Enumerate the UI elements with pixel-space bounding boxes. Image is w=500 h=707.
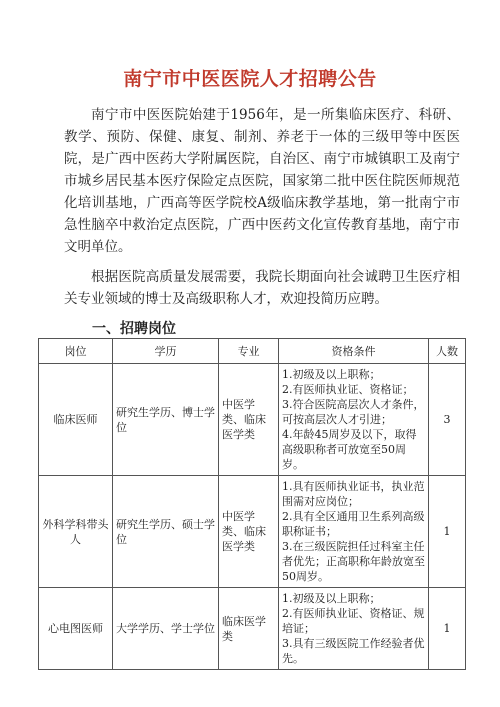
education-cell: 大学学历、学士学位 [113,588,219,670]
requirement-item: 2.有医师执业证、资格证、规培证； [282,607,425,635]
major-cell: 中医学类、临床医学类 [219,364,279,476]
table-row [39,364,466,476]
requirements-cell [279,476,429,588]
header-education: 学历 [113,339,219,364]
header-major: 专业 [219,339,279,364]
table-row [39,588,466,670]
intro-paragraph: 南宁市中医医院始建于1956年，是一所集临床医疗、科研、教学、预防、保健、康复、制剂、养老于一体的三级甲等中医医院，是广西中医药大学附属医院，自治区、南宁市城镇职工及南宁市城乡居民基本医疗保险定点医院，国家第二批中医住院医师规范化培训基地，广西高等医学院校A级临床教学基地，第一批南宁市急性脑卒中救治定点医院，广西中医药文化宣传教育基地，南宁市文明单位。 [64,107,460,255]
header-position: 岗位 [39,339,113,364]
major-cell: 临床医学类 [219,588,279,670]
page-title: 南宁市中医医院人才招聘公告 [123,68,377,90]
section-heading: 一、招聘岗位 [92,321,176,337]
position-cell: 临床医师 [39,364,113,476]
requirement-item: 2.有医师执业证、资格证； [282,383,414,396]
requirement-item: 3.具有三级医院工作经验者优先。 [282,637,425,665]
major-cell: 中医学类、临床医学类 [219,476,279,588]
requirement-item: 1.初级及以上职称； [282,592,381,605]
requirement-item: 4.年龄45周岁及以下，取得高级职称者可放宽至50周岁。 [282,428,417,471]
requirement-item: 1.具有医师执业证书，执业范围需对应岗位； [282,480,425,508]
table-header-row [39,339,466,364]
education-cell: 研究生学历、硕士学位 [113,476,219,588]
requirement-item: 2.具有全区通用卫生系列高级职称证书； [282,510,425,538]
jobs-table [38,338,466,670]
position-cell: 外科学科带头人 [39,476,113,588]
requirements-cell [279,588,429,670]
count-cell: 1 [429,476,466,588]
header-requirements: 资格条件 [279,339,429,364]
recruit-statement: 根据医院高质量发展需要，我院长期面向社会诚聘卫生医疗相关专业领域的博士及高级职称人才，欢迎投简历应聘。 [64,269,460,307]
header-count: 人数 [429,339,466,364]
requirements-cell [279,364,429,476]
count-cell: 3 [429,364,466,476]
position-cell: 心电图医师 [39,588,113,670]
education-cell: 研究生学历、博士学位 [113,364,219,476]
table-row [39,476,466,588]
count-cell: 1 [429,588,466,670]
requirement-item: 1.初级及以上职称； [282,368,381,381]
requirement-item: 3.符合医院高层次人才条件，可按高层次人才引进； [282,398,425,426]
requirement-item: 3.在三级医院担任过科室主任者优先；正高职称年龄放宽至50周岁。 [282,540,425,583]
